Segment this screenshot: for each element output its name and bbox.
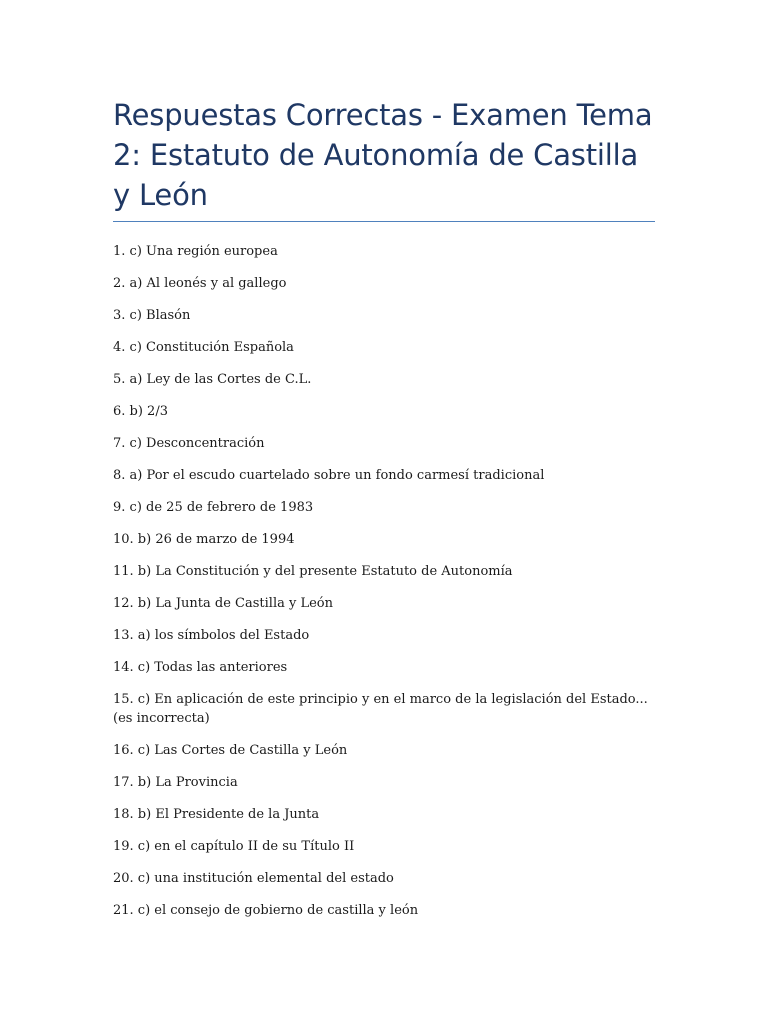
answer-item: 15. c) En aplicación de este principio y en el marco de la legislación del Estado... (es incorrecta) — [113, 692, 648, 726]
answer-item: 17. b) La Provincia — [113, 775, 238, 790]
document-title: Respuestas Correctas - Examen Tema 2: Estatuto de Autonomía de Castilla y León — [113, 98, 653, 212]
answer-item: 2. a) Al leonés y al gallego — [113, 276, 287, 291]
answer-item: 6. b) 2/3 — [113, 404, 168, 419]
answer-item: 8. a) Por el escudo cuartelado sobre un fondo carmesí tradicional — [113, 468, 545, 483]
answer-item: 16. c) Las Cortes de Castilla y León — [113, 743, 348, 758]
answer-item: 21. c) el consejo de gobierno de castilla y león — [113, 903, 419, 918]
answer-item: 10. b) 26 de marzo de 1994 — [113, 532, 295, 547]
answer-item: 12. b) La Junta de Castilla y León — [113, 596, 334, 611]
answer-item: 5. a) Ley de las Cortes de C.L. — [113, 372, 312, 387]
answer-item: 14. c) Todas las anteriores — [113, 660, 288, 675]
answer-item: 11. b) La Constitución y del presente Estatuto de Autonomía — [113, 564, 513, 579]
title-divider — [113, 221, 655, 222]
answer-item: 9. c) de 25 de febrero de 1983 — [113, 500, 314, 515]
answer-item: 4. c) Constitución Española — [113, 340, 294, 355]
answer-item: 7. c) Desconcentración — [113, 436, 265, 451]
answer-item: 18. b) El Presidente de la Junta — [113, 807, 320, 822]
document-page — [113, 95, 655, 933]
answer-item: 20. c) una institución elemental del estado — [113, 871, 394, 886]
answer-list — [113, 242, 655, 920]
answer-item: 1. c) Una región europea — [113, 244, 278, 259]
answer-item: 13. a) los símbolos del Estado — [113, 628, 310, 643]
answer-item: 19. c) en el capítulo II de su Título II — [113, 839, 355, 854]
answer-item: 3. c) Blasón — [113, 308, 191, 323]
